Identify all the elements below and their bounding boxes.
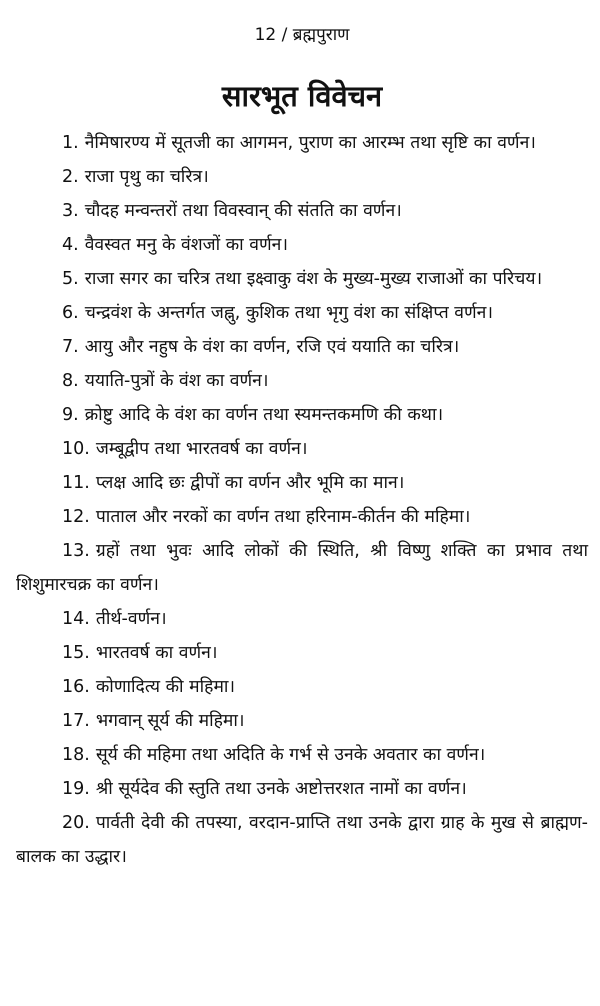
item-number: 6. xyxy=(62,303,79,323)
item-number: 7. xyxy=(62,337,79,357)
item-text: क्रोष्टु आदि के वंश का वर्णन तथा स्यमन्तकमणि की कथा। xyxy=(84,405,444,425)
item-number: 20. xyxy=(62,813,90,833)
item-text: प्लक्ष आदि छः द्वीपों का वर्णन और भूमि का मान। xyxy=(95,473,405,493)
list-item xyxy=(16,602,588,636)
item-number: 1. xyxy=(62,133,79,153)
item-text: भगवान् सूर्य की महिमा। xyxy=(95,711,245,731)
contents-list xyxy=(16,126,588,874)
item-number: 15. xyxy=(62,643,90,663)
item-text: राजा सगर का चरित्र तथा इक्ष्वाकु वंश के मुख्य-मुख्य राजाओं का परिचय। xyxy=(84,269,543,289)
item-text: चौदह मन्वन्तरों तथा विवस्वान् की संतति का वर्णन। xyxy=(84,201,402,221)
item-text: सूर्य की महिमा तथा अदिति के गर्भ से उनके अवतार का वर्णन। xyxy=(95,745,486,765)
item-number: 10. xyxy=(62,439,90,459)
item-number: 17. xyxy=(62,711,90,731)
item-number: 19. xyxy=(62,779,90,799)
item-text: पार्वती देवी की तपस्या, वरदान-प्राप्ति तथा उनके द्वारा ग्राह के मुख से ब्राह्मण-बालक का उद्धार। xyxy=(16,813,588,867)
item-number: 3. xyxy=(62,201,79,221)
list-item xyxy=(16,432,588,466)
item-text: वैवस्वत मनु के वंशजों का वर्णन। xyxy=(84,235,288,255)
list-item xyxy=(16,262,588,296)
item-text: भारतवर्ष का वर्णन। xyxy=(95,643,218,663)
item-text: श्री सूर्यदेव की स्तुति तथा उनके अष्टोत्तरशत नामों का वर्णन। xyxy=(95,779,467,799)
list-item xyxy=(16,296,588,330)
item-text: राजा पृथु का चरित्र। xyxy=(84,167,209,187)
item-number: 14. xyxy=(62,609,90,629)
item-text: चन्द्रवंश के अन्तर्गत जह्नु, कुशिक तथा भृगु वंश का संक्षिप्त वर्णन। xyxy=(84,303,493,323)
item-number: 5. xyxy=(62,269,79,289)
item-text: कोणादित्य की महिमा। xyxy=(95,677,236,697)
item-text: ग्रहों तथा भुवः आदि लोकों की स्थिति, श्री विष्णु शक्ति का प्रभाव तथा शिशुमारचक्र का वर्णन। xyxy=(16,541,588,595)
list-item xyxy=(16,398,588,432)
item-number: 13. xyxy=(62,541,90,561)
list-item xyxy=(16,738,588,772)
item-number: 18. xyxy=(62,745,90,765)
list-item xyxy=(16,670,588,704)
item-text: आयु और नहुष के वंश का वर्णन, रजि एवं ययाति का चरित्र। xyxy=(84,337,460,357)
list-item xyxy=(16,330,588,364)
list-item xyxy=(16,160,588,194)
list-item xyxy=(16,364,588,398)
running-head: 12 / ब्रह्मपुराण xyxy=(254,25,350,45)
list-item xyxy=(16,806,588,874)
list-item xyxy=(16,534,588,602)
item-text: तीर्थ-वर्णन। xyxy=(95,609,167,629)
list-item xyxy=(16,500,588,534)
list-item xyxy=(16,126,588,160)
list-item xyxy=(16,704,588,738)
list-item xyxy=(16,772,588,806)
item-number: 8. xyxy=(62,371,79,391)
item-text: जम्बूद्वीप तथा भारतवर्ष का वर्णन। xyxy=(95,439,308,459)
item-text: नैमिषारण्य में सूतजी का आगमन, पुराण का आरम्भ तथा सृष्टि का वर्णन। xyxy=(84,133,536,153)
item-number: 2. xyxy=(62,167,79,187)
item-number: 16. xyxy=(62,677,90,697)
page-title: सारभूत विवेचन xyxy=(221,79,383,113)
item-number: 11. xyxy=(62,473,90,493)
item-text: पाताल और नरकों का वर्णन तथा हरिनाम-कीर्तन की महिमा। xyxy=(95,507,471,527)
item-text: ययाति-पुत्रों के वंश का वर्णन। xyxy=(84,371,269,391)
item-number: 4. xyxy=(62,235,79,255)
item-number: 9. xyxy=(62,405,79,425)
list-item xyxy=(16,636,588,670)
list-item xyxy=(16,228,588,262)
list-item xyxy=(16,194,588,228)
list-item xyxy=(16,466,588,500)
item-number: 12. xyxy=(62,507,90,527)
